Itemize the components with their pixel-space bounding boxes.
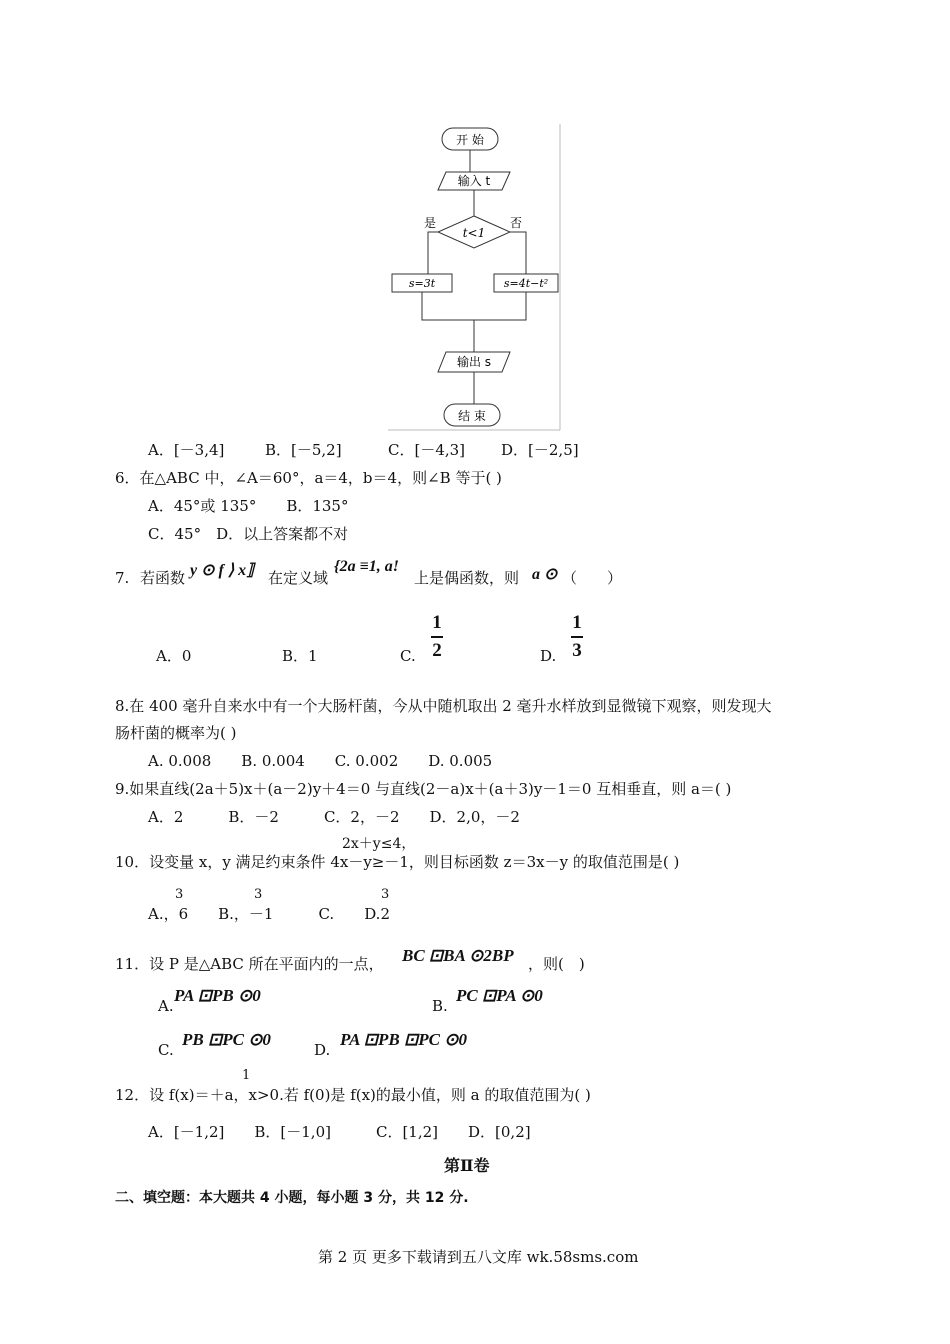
q7-paren: （ ）	[562, 569, 623, 587]
q10-sup-a: 3	[175, 887, 184, 902]
q7-fraction-d-num: 1	[572, 612, 582, 633]
flowchart-right-label: s=4t−t²	[503, 277, 549, 290]
q7-option-c: C.	[400, 647, 416, 665]
q11-option-b-formula: PC ⊡PA ⊙0	[456, 986, 543, 1005]
q5-option-d: D．[－2,5]	[501, 441, 579, 459]
q12-options: A．[－1,2] B．[－1,0] C．[1,2] D．[0,2]	[148, 1123, 531, 1141]
q5-option-c: C．[－4,3]	[388, 441, 466, 459]
flowchart-left-label: s=3t	[408, 277, 436, 290]
q9-options: A．2 B．－2 C．2，－2 D．2,0，－2	[148, 808, 520, 826]
q11-tail: ，则( )	[528, 955, 585, 973]
q9-stem: 9.如果直线(2a＋5)x＋(a－2)y＋4＝0 与直线(2－a)x＋(a＋3)y－1＝0 互相垂直，则 a＝( )	[115, 780, 732, 798]
q11-option-c-label: C.	[158, 1041, 174, 1059]
q7-text-3: 上是偶函数，则	[414, 569, 520, 587]
fill-in-heading: 二、填空题：本大题共 4 小题，每小题 3 分，共 12 分.	[115, 1190, 469, 1206]
q7-fraction-c-num: 1	[432, 612, 442, 633]
q11-option-a-formula: PA ⊡PB ⊙0	[174, 986, 261, 1005]
q7-fraction-c	[428, 612, 446, 662]
q11-stem: 11．设 P 是△ABC 所在平面内的一点，	[115, 955, 384, 973]
q11-option-c-formula: PB ⊡PC ⊙0	[182, 1030, 271, 1049]
flowchart-yes-label: 是	[423, 216, 437, 230]
q6-options-cd: C．45° D．以上答案都不对	[148, 525, 349, 543]
section-title: 第Ⅱ卷	[444, 1156, 490, 1175]
q7-formula-function: y ⊙ f ⟩ x⟧	[190, 562, 254, 579]
q7-option-a: A．0	[156, 647, 192, 665]
q7-text-2: 在定义域	[268, 569, 329, 587]
q7-option-d: D.	[540, 647, 557, 665]
q6-options-ab: A．45°或 135° B．135°	[148, 497, 349, 515]
q7-text-1: 若函数	[140, 569, 186, 587]
q7-formula-domain: {2a ≡1, a!	[334, 558, 399, 575]
q12-stem: 12．设 f(x)＝＋a，x>0.若 f(0)是 f(x)的最小值，则 a 的取值范围为( )	[115, 1086, 591, 1104]
q7-option-b: B．1	[282, 647, 318, 665]
q11-option-b-label: B.	[432, 997, 448, 1015]
q5-option-a: A．[－3,4]	[148, 441, 225, 459]
fraction-bar	[571, 636, 583, 638]
flowchart-no-label: 否	[509, 216, 523, 230]
q8-options: A. 0.008 B. 0.004 C. 0.002 D. 0.005	[148, 752, 493, 770]
flowchart-decision-label: t<1	[462, 226, 486, 240]
fraction-bar	[431, 636, 443, 638]
flowchart-input-label: 输入 t	[457, 174, 491, 188]
flowchart-start-label: 开 始	[456, 133, 484, 147]
q8-stem-line1: 8.在 400 毫升自来水中有一个大肠杆菌，今从中随机取出 2 毫升水样放到显微镜下观察，则发现大	[115, 697, 772, 715]
q8-stem-line2: 肠杆菌的概率为( )	[115, 724, 237, 742]
flowchart-end-label: 结 束	[458, 409, 486, 423]
q5-option-b: B．[－5,2]	[265, 441, 342, 459]
q7-fraction-c-den: 2	[432, 640, 442, 661]
q7-formula-a: a ⊙	[532, 566, 558, 583]
q10-sup-b: 3	[254, 887, 263, 902]
page-footer: 第 2 页 更多下载请到五八文库 wk.58sms.com	[318, 1248, 639, 1266]
q6-stem: 6．在△ABC 中，∠A＝60°，a＝4，b＝4，则∠B 等于( )	[115, 469, 502, 487]
q11-option-a-label: A.	[158, 997, 174, 1015]
q7-fraction-d-den: 3	[572, 640, 582, 661]
q10-sup-d: 3	[381, 887, 390, 902]
q11-option-d-label: D.	[314, 1041, 331, 1059]
q7-fraction-d	[568, 612, 586, 662]
flowchart-output-label: 输出 s	[456, 355, 492, 369]
q10-options: A.，6 B.，－1 C. D.2	[148, 905, 390, 923]
q12-sup: 1	[242, 1068, 251, 1083]
q7-number: 7.	[115, 569, 130, 587]
flowchart	[388, 124, 562, 432]
q10-stem: 10．设变量 x，y 满足约束条件 4x－y≥－1，则目标函数 z＝3x－y 的取值范围是( )	[115, 853, 680, 871]
q11-formula: BC ⊡BA ⊙2BP	[402, 946, 514, 965]
q11-option-d-formula: PA ⊡PB ⊡PC ⊙0	[340, 1030, 467, 1049]
q10-constraint-top: 2x＋y≤4，	[342, 836, 416, 852]
